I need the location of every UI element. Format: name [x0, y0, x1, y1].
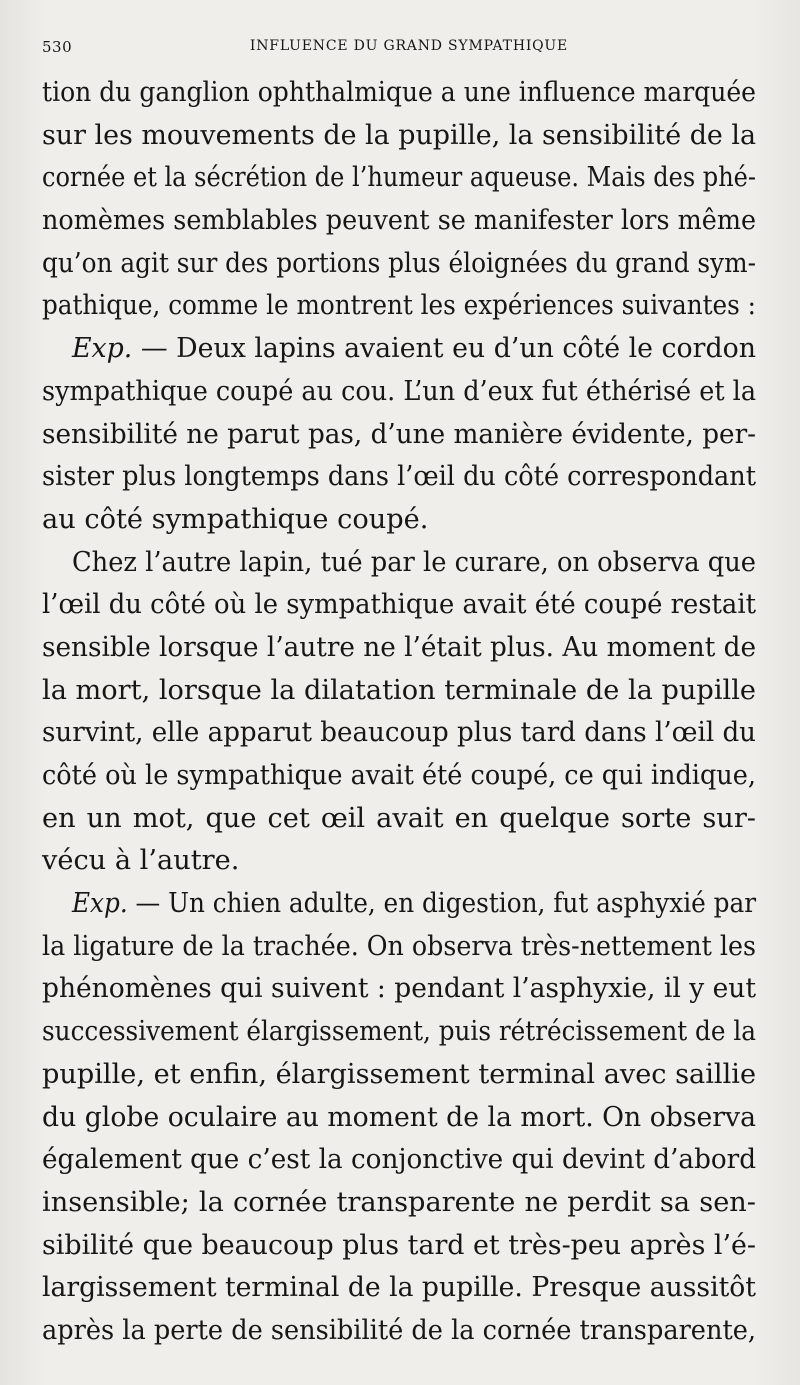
line-text: du globe oculaire au moment de la mort. On observa	[42, 1101, 757, 1133]
line-text: l’œil du côté où le sympathique avait été coupé restait	[42, 589, 756, 621]
line-text: sibilité que beaucoup plus tard et très-peu après l’é-	[42, 1229, 757, 1261]
text-line	[42, 1182, 756, 1225]
text-line	[42, 883, 756, 926]
page-number: 530	[42, 38, 73, 56]
text-line	[42, 1139, 756, 1182]
body-text	[42, 72, 756, 1353]
text-line	[42, 755, 756, 798]
text-line	[42, 1225, 756, 1268]
text-line	[42, 1310, 756, 1353]
experiment-label: Exp.	[72, 333, 133, 365]
text-line	[42, 926, 756, 969]
running-head	[42, 0, 756, 64]
text-line	[42, 1097, 756, 1140]
line-text: côté où le sympathique avait été coupé, ce qui indique,	[42, 760, 756, 791]
line-text: nomèmes semblables peuvent se manifester lors même	[42, 205, 757, 237]
line-text: — Deux lapins avaient eu d’un côté le cordon	[132, 333, 756, 365]
line-text: successivement élargissement, puis rétrécissement de la	[42, 1016, 756, 1048]
text-line	[42, 157, 756, 200]
text-line	[42, 456, 756, 499]
text-line	[42, 328, 756, 371]
text-line	[42, 499, 756, 542]
text-line	[42, 115, 756, 158]
line-text: en un mot, que cet œil avait en quelque sorte sur-	[42, 802, 756, 834]
line-text: cornée et la sécrétion de l’humeur aqueuse. Mais des phé-	[42, 162, 757, 194]
text-line	[42, 627, 756, 670]
line-text: également que c’est la conjonctive qui devint d’abord	[42, 1144, 757, 1176]
line-text: pupille, et enfin, élargissement terminal avec saillie	[42, 1058, 757, 1090]
line-text: après la perte de sensibilité de la cornée transparente,	[42, 1314, 757, 1346]
text-line	[42, 1054, 756, 1097]
line-text: au côté sympathique coupé.	[42, 503, 429, 535]
text-line	[42, 414, 756, 457]
line-text: sensible lorsque l’autre ne l’était plus. Au moment de	[42, 631, 757, 663]
line-text: pathique, comme le montrent les expériences suivantes :	[42, 290, 756, 322]
line-text: Chez l’autre lapin, tué par le curare, on observa que	[72, 546, 756, 578]
line-text: sur les mouvements de la pupille, la sensibilité de la	[42, 119, 757, 151]
line-text: la mort, lorsque la dilatation terminale de la pupille	[42, 674, 756, 706]
line-text: la ligature de la trachée. On observa très-nettement les	[42, 930, 756, 962]
text-line	[42, 840, 756, 883]
text-line	[42, 968, 756, 1011]
experiment-label: Exp.	[72, 888, 128, 920]
text-line	[42, 371, 756, 414]
running-title: INFLUENCE DU GRAND SYMPATHIQUE	[249, 38, 569, 54]
line-text: sympathique coupé au cou. L’un d’eux fut éthérisé et la	[42, 375, 757, 407]
text-line	[42, 584, 756, 627]
line-text: insensible; la cornée transparente ne perdit sa sen-	[42, 1186, 756, 1218]
text-line	[42, 542, 756, 585]
line-text: survint, elle apparut beaucoup plus tard dans l’œil du	[42, 717, 757, 749]
text-line	[42, 1011, 756, 1054]
line-text: sister plus longtemps dans l’œil du côté correspondant	[42, 461, 756, 493]
text-line	[42, 670, 756, 713]
text-line	[42, 285, 756, 328]
line-text: largissement terminal de la pupille. Presque aussitôt	[42, 1272, 757, 1304]
line-text: phénomènes qui suivent : pendant l’asphyxie, il y eut	[42, 973, 756, 1005]
text-line	[42, 798, 756, 841]
line-text: — Un chien adulte, en digestion, fut asphyxié par	[127, 888, 757, 920]
line-text: qu’on agit sur des portions plus éloignées du grand sym-	[42, 247, 756, 279]
text-line	[42, 712, 756, 755]
line-text: tion du ganglion ophthalmique a une influence marquée	[42, 77, 756, 108]
text-line	[42, 1267, 756, 1310]
text-line	[42, 200, 756, 243]
line-text: vécu à l’autre.	[42, 845, 240, 877]
text-line	[42, 72, 756, 115]
text-line	[42, 243, 756, 286]
line-text: sensibilité ne parut pas, d’une manière évidente, per-	[42, 418, 757, 450]
